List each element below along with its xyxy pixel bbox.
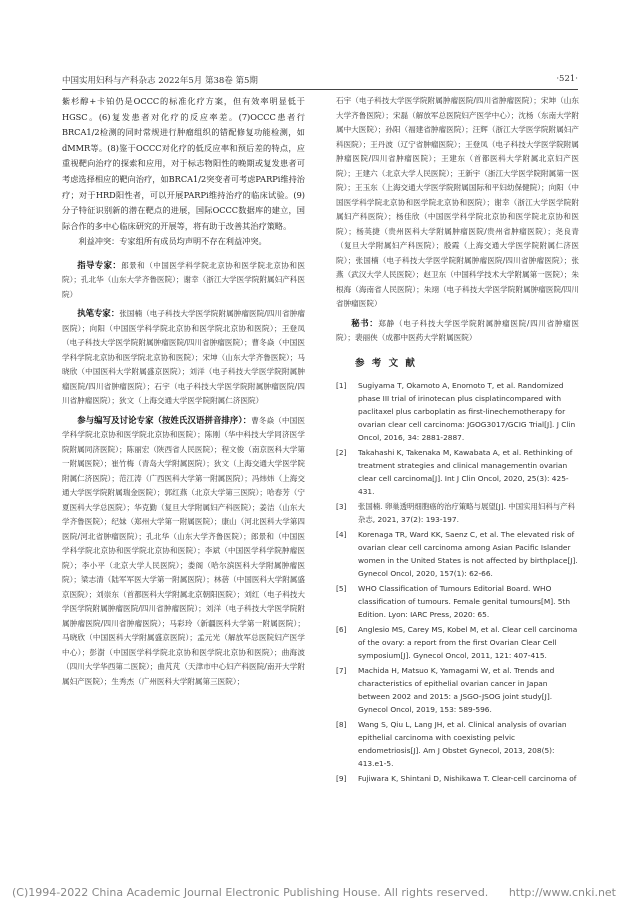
- reference-number: [1]: [336, 381, 347, 391]
- reference-number: [2]: [336, 448, 347, 458]
- secretary-label: 秘书：: [351, 317, 379, 328]
- reference-number: [8]: [336, 720, 347, 730]
- participants-continued: 石宇（电子科技大学医学院附属肿瘤医院/四川省肿瘤医院）；宋坤（山东大学齐鲁医院）；宋磊（解放军总医院妇产医学中心）；沈杨（东南大学附属中大医院）；孙阳（福建省肿瘤医院）；汪辉（浙江大学医学院附属妇产科医院）；王丹波（辽宁省肿瘤医院）；王登凤（电子科技大学医学院附属肿瘤医院/四川省肿瘤医院）；王建东（首都医科大学附属北京妇产医院）；王建六（北京大学人民医院）；王新宇（浙江大学医学院附属第一医院）；王玉东（上海交通大学医学院附属国际和平妇幼保健院）；向阳（中国医学科学院北京协和医学院北京协和医院）；谢幸（浙江大学医学院附属妇产科医院）；杨佳欣（中国医学科学院北京协和医学院北京协和医院）；杨英捷（贵州医科大学附属肿瘤医院/贵州省肿瘤医院）；尧良青（复旦大学附属妇产科医院）；殷霞（上海交通大学医学院附属仁济医院）；张国楠（电子科技大学医学院附属肿瘤医院/四川省肿瘤医院）；张燕（武汉大学人民医院）；赵卫东（中国科学技术大学附属第一医院）；朱根海（海南省人民医院）；朱翊（电子科技大学医学院附属肿瘤医院/四川省肿瘤医院）: [336, 96, 579, 308]
- reference-item: [336, 528, 579, 580]
- site-url: http://www.cnki.net: [508, 886, 616, 899]
- running-header: [62, 74, 578, 88]
- guide-experts-text: 郎景和（中国医学科学院北京协和医学院北京协和医院）；孔北华（山东大学齐鲁医院）；谢幸（浙江大学医学院附属妇产科医院）: [62, 260, 306, 299]
- body-paragraph: 紫杉醇+卡铂仍是OCCC的标准化疗方案，但有效率明显低于HGSC。(6)复发患者对化疗的反应率差。(7)OCCC患者行BRCA1/2检测的同时常规进行肿瘤组织的错配修复功能检测，如dMMR等。(8)鉴于OCCC对化疗的低反应率和预后差的特点，应重视靶向治疗的探索和应用，对于标志物阳性的晚期或复发患者可考虑选择相应的靶向治疗，如BRCA1/2突变者可考虑PARPi维持治疗；对于HRD阳性者，可以开展PARPi维持治疗的临床试验。(9)分子特征识别新的潜在靶点的进展，国际OCCC数据库的建立，国际合作的多中心临床研究的开展等，将有助于改善其治疗策略。: [62, 96, 305, 231]
- reference-text: Takahashi K, Takenaka M, Kawabata A, et al. Rethinking of treatment strategies and clinical managementin ovarian clear cell carcinoma[J]. Int J Clin Oncol, 2020, 25(3): 425-431.: [358, 448, 573, 497]
- reference-item: [336, 664, 579, 716]
- right-column: [336, 94, 579, 787]
- references-list: [336, 379, 579, 785]
- reference-text: Anglesio MS, Carey MS, Kobel M, et al. Clear cell carcinoma of the ovary: a report from the first Ovarian Clear Cell symposium[J]. Gynecol Oncol, 2011, 121: 407-415.: [358, 625, 578, 661]
- reference-item: [336, 718, 579, 770]
- guide-experts-label: 指导专家：: [77, 259, 122, 270]
- reference-text: Fujiwara K, Shintani D, Nishikawa T. Clear-cell carcinoma of: [358, 774, 577, 784]
- reference-text: Machida H, Matsuo K, Yamagami W, et al. Trends and characteristics of epithelial ovarian cancer in Japan between 2002 and 2015: a JSGO-JSOG joint study[J]. Gynecol Oncol, 2019, 153: 589-596.: [358, 666, 555, 715]
- reference-text: Wang S, Qiu L, Lang JH, et al. Clinical analysis of ovarian epithelial carcinoma with coexisting pelvic endometriosis[J]. Am J Obstet Gynecol, 2013, 208(5): 413.e1-5.: [358, 720, 567, 769]
- reference-number: [9]: [336, 774, 347, 784]
- secretary-text: 郑静（电子科技大学医学院附属肿瘤医院/四川省肿瘤医院）；裴丽侠（成都中医药大学附属医院）: [336, 318, 580, 342]
- journal-title: 中国实用妇科与产科杂志 2022年5月 第38卷 第5期: [62, 76, 258, 86]
- reference-number: [7]: [336, 666, 347, 676]
- left-column: [62, 94, 305, 693]
- reference-number: [4]: [336, 530, 347, 540]
- reference-item: [336, 500, 579, 526]
- exec-experts: [62, 306, 305, 409]
- reference-text: 张国楠. 卵巢透明细胞癌的治疗策略与展望[J]. 中国实用妇科与产科杂志, 2021, 37(2): 193-197.: [358, 502, 575, 525]
- reference-text: Korenaga TR, Ward KK, Saenz C, et al. The elevated risk of ovarian clear cell carcinoma among Asian Pacific Islander women in the United States is not affected by birthplace[J]. Gynecol Oncol, 2020, 157(1): 62-66.: [358, 530, 578, 579]
- reference-item: [336, 446, 579, 498]
- reference-item: [336, 623, 579, 662]
- conflict-statement: 利益冲突：专家组所有成员均声明不存在利益冲突。: [78, 236, 267, 247]
- page-number: ·521·: [556, 74, 578, 84]
- reference-item: [336, 772, 579, 785]
- reference-number: [5]: [336, 584, 347, 594]
- reference-text: Sugiyama T, Okamoto A, Enomoto T, et al. Randomized phase III trial of irinotecan plus cisplatincompared with paclitaxel plus carboplatin as first-linechemotherapy for ovarian clear cell carcinoma: JGOG3017/GCIG Trial[J]. J Clin Oncol, 2016, 34: 2881-2887.: [358, 381, 576, 443]
- participants: [62, 413, 305, 690]
- reference-number: [3]: [336, 502, 347, 512]
- guide-experts: [62, 258, 305, 303]
- reference-number: [6]: [336, 625, 347, 635]
- secretary: [336, 316, 579, 346]
- participants-label: 参与编写及讨论专家（按姓氏汉语拼音排序）：: [77, 414, 252, 425]
- reference-text: WHO Classification of Tumours Editorial Board. WHO classification of tumours. Female genital tumours[M]. 5th Edition. Lyon: IARC Press, 2020: 65.: [358, 584, 571, 620]
- exec-experts-text: 张国楠（电子科技大学医学院附属肿瘤医院/四川省肿瘤医院）；向阳（中国医学科学院北京协和医学院北京协和医院）；王登凤（电子科技大学医学院附属肿瘤医院/四川省肿瘤医院）；曹冬焱（中国医学科学院北京协和医学院北京协和医院）；宋坤（山东大学齐鲁医院）；马晓欣（中国医科大学附属盛京医院）；刘洋（电子科技大学医学院附属肿瘤医院/四川省肿瘤医院）；石宇（电子科技大学医学院附属肿瘤医院/四川省肿瘤医院）；狄文（上海交通大学医学院附属仁济医院）: [62, 309, 306, 406]
- exec-experts-label: 执笔专家：: [77, 308, 120, 319]
- header-rule: [62, 89, 578, 90]
- references-heading: 参 考 文 献: [355, 357, 417, 369]
- reference-item: [336, 379, 579, 444]
- copyright-text: (C)1994-2022 China Academic Journal Electronic Publishing House. All rights reserved.: [12, 886, 489, 899]
- participants-text: 曹冬焱（中国医学科学院北京协和医学院北京协和医院）；陈刚（华中科技大学同济医学院附属同济医院）；陈丽宏（陕西省人民医院）；程文俊（南京医科大学第一附属医院）；崔竹梅（青岛大学附属医院）；狄文（上海交通大学医学院附属仁济医院）；范江涛（广西医科大学第一附属医院）；冯炜炜（上海交通大学医学院附属瑞金医院）；郭红燕（北京大学第三医院）；哈春芳（宁夏医科大学总医院）；华克勤（复旦大学附属妇产科医院）；姜洁（山东大学齐鲁医院）；纪妹（郑州大学第一附属医院）；康山（河北医科大学第四医院/河北省肿瘤医院）；孔北华（山东大学齐鲁医院）；郎景和（中国医学科学院北京协和医学院北京协和医院）；李斌（中国医学科学院肿瘤医院）；李小平（北京大学人民医院）；娄阁（哈尔滨医科大学附属肿瘤医院）；梁志清（陆军军医大学第一附属医院）；林蓓（中国医科大学附属盛京医院）；刘崇东（首都医科大学附属北京朝阳医院）；刘红（电子科技大学医学院附属肿瘤医院/四川省肿瘤医院）；刘洋（电子科技大学医学院附属肿瘤医院/四川省肿瘤医院）；马彩玲（新疆医科大学第一附属医院）；马晓欣（中国医科大学附属盛京医院）；孟元光（解放军总医院妇产医学中心）；彭澍（中国医学科学院北京协和医学院北京协和医院）；曲海波（四川大学华西第二医院）；曲芃芃（天津市中心妇产科医院/南开大学附属妇产医院）；生秀杰（广州医科大学附属第三医院）；: [62, 415, 306, 686]
- reference-item: [336, 582, 579, 621]
